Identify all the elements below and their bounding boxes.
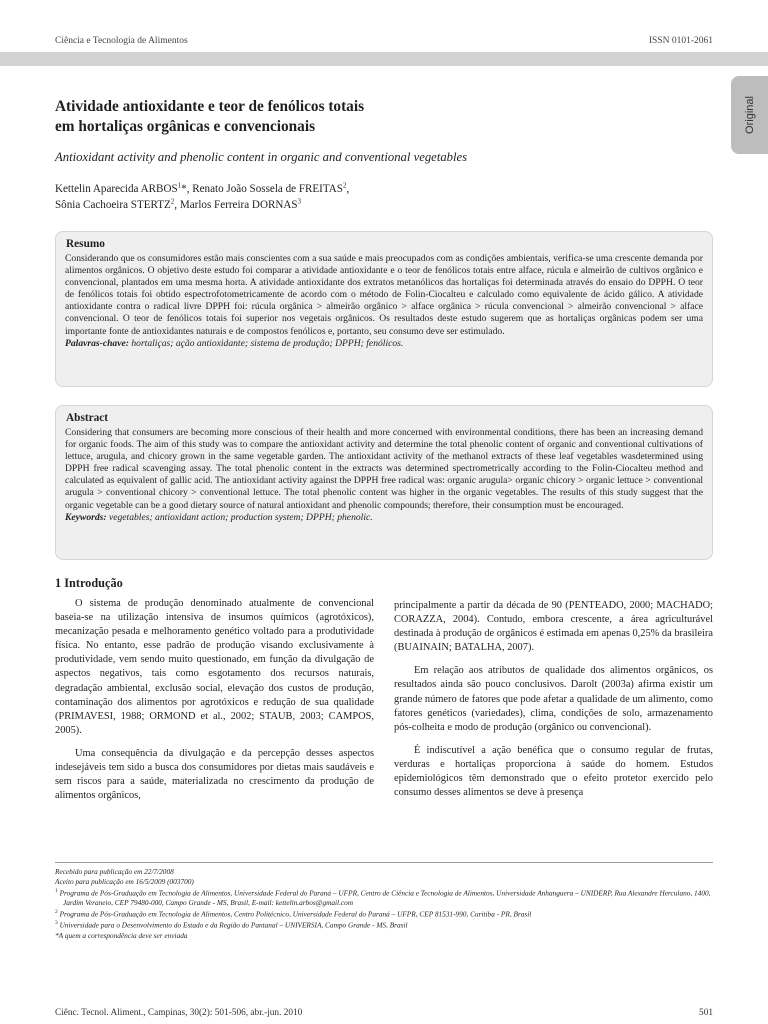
resumo-box [55,231,713,387]
paragraph: principalmente a partir da década de 90 (PENTEADO, 2000; MACHADO; CORAZZA, 2004). Contudo, embora crescente, a área agriculturável destinada à produção de orgânicos é estimada em apenas 0,25% da brasileira (BUAINAIN; BATALHA, 2007). [394,600,713,654]
abstract-box [55,405,713,560]
corresponding-author-note: *A quem a correspondência deve ser enviada [55,930,188,940]
resumo-text: Considerando que os consumidores estão mais conscientes com a sua saúde e mais preocupados com as condições ambientais, verifica-se uma crescente demanda por alimentos orgânicos. O objetivo deste estudo foi comparar a atividade antioxidante e o teor de fenólicos totais entre alface, rúcula e almeirão de cultivos orgânico e convencional, plantados em uma mesma horta. A atividade antioxidante dos extratos metanólicos das hortaliças foi determinada através do ensaio do DPPH. O teor de fenólicos totais foi obtido espectrofotometricamente de acordo com o método de Folin-Ciocalteu e calculado como equivalente de ácido gálico. A atividade antioxidante contra o radical livre DPPH foi: rúcula orgânica > almeirão orgânico > alface orgânica > rúcula convencional > almeirão convencional > alface convencional. O teor de fenólicos totais foi superior nos vegetais orgânicos. Os resultados deste estudo sugerem que as hortaliças orgânicas podem ser uma importante fonte de antioxidantes naturais e de compostos fenólicos e, portanto, seu consumo deve ser estimulado. [65,253,703,337]
body-column-right [394,599,713,809]
article-title [55,97,475,137]
keywords-label: Keywords: [65,511,107,523]
author-3-affil: 2 [170,197,175,206]
abstract-text-block [65,427,703,524]
abstract-keywords [65,512,373,523]
paragraph: O sistema de produção denominado atualmente de convencional baseia-se na utilização intensiva de insumos químicos (agrotóxicos), mecanização pesada e melhoramento genético voltado para a produtividade física. No entanto, esse padrão de produção visando exclusivamente à produtividade, vem sendo muito questionado, em função da divulgação de aspectos negativos, tais como esgotamento dos recursos naturais, degradação ambiental, exclusão social, elevação dos custos de produção, contaminação dos alimentos por agrotóxicos e redução de sua qualidade (PRIMAVESI, 1988; ORMOND et al., 2002; STAUB, 2003; CAMPOS, 2005). [55,598,374,736]
resumo-heading: Resumo [66,238,105,250]
author-1-mark: *, [181,183,193,195]
title-line-2: em hortaliças orgânicas e convencionais [55,118,316,135]
paragraph: É indiscutível a ação benéfica que o consumo regular de frutas, verduras e hortaliças proporciona à saúde do homem. Estudos epidemiológicos têm demonstrado que o efeito protetor exercido pelo consumo desses alimentos se deve à presença [394,744,713,799]
abstract-heading: Abstract [66,412,109,424]
article-type-label: Original [743,96,756,134]
footnote-3 [55,919,715,930]
page-number: 501 [699,1008,713,1018]
abstract-text: Considering that consumers are becoming more conscious of their health and more concerned with environmental conditions, there has been an increasing demand for organic foods. The aim of this study was to compare the antioxidant activity and determine the total phenolic content of organic and conventional cultivations of lettuce, arugula, and chicory grown in the same vegetable garden. The antioxidant activity of the methanol extracts of these leaf vegetables wasdetermined using DPPH free radical scavenging assay. The total phenolic content in the extracts was determined spectrometrically according to the Folin-Ciocalteu method and calculated as equivalent of gallic acid. The antioxidant activity against the DPPH free radical was: organic arugula> organic chicory > organic lettuce > conventional arugula > conventional chicory > conventional lettuce. The total phenolic content was higher in the organic vegetables. The results of this study suggest that the organic vegetable can be a good dietary source of natural antioxidant and phenolic compounds; therefore, their consumption must be encouraged. [65,427,703,511]
footnotes [55,867,715,941]
accepted-date: Aceito para publicação em 16/5/2009 (003700) [55,876,194,886]
author-2: Renato João Sossela de FREITAS [192,183,343,195]
footnote-2 [55,908,715,919]
author-1-affil: 1 [177,181,182,190]
paragraph: Em relação aos atributos de qualidade dos alimentos orgânicos, os resultados ainda são pouco conclusivos. Darolt (2003a) afirma existir um grande número de fatores que pode afetar a qualidade de um alimento, como fatores genéticos (variedades), clima, condições de solo, armazenamento pós-colheita e modo de produção (orgânico ou convencional). [394,665,713,733]
journal-name: Ciência e Tecnologia de Alimentos [55,36,188,46]
authors-line-2 [55,197,695,213]
keywords-text: hortaliças; ação antioxidante; sistema de produção; DPPH; fenólicos. [128,337,404,349]
author-4-affil: 3 [297,197,302,206]
paragraph: Uma consequência da divulgação e da percepção desses aspectos indesejáveis tem sido a busca dos consumidores por dietas mais saudáveis e sem riscos para a saúde, materializada no crescimento da produção de alimentos orgânicos, [55,747,374,802]
issn: ISSN 0101-2061 [648,36,713,46]
body-column-left [55,597,374,812]
footnote-1 [55,887,715,908]
footnote-1-text: Programa de Pós-Graduação em Tecnologia de Alimentos, Universidade Federal do Paraná – UFPR, Centro de Ciência e Tecnologia de Alimentos, Universidade Anhanguera – UNIDERP, Rua Alexandre Herculano, 1400, Jardim Veraneio, CEP 79480-000, Campo Grande - MS, Brasil, E-mail: kettelin.arbos@gmail.com [59,888,711,908]
title-line-1: Atividade antioxidante e teor de fenólicos totais [55,98,365,115]
author-list [55,181,695,213]
running-header [55,36,713,50]
footnote-3-num: 3 [55,920,58,927]
keywords-text: vegetables; antioxidant action; production system; DPPH; phenolic. [106,511,373,523]
authors-line-1 [55,181,695,197]
resumo-keywords [65,338,403,349]
author-2-affil: 2 [342,181,347,190]
header-bar [0,52,768,66]
footnote-1-num: 1 [55,887,58,894]
footnote-3-text: Universidade para o Desenvolvimento do Estado e da Região do Pantanal – UNIVERSIA, Campo Grande - MS, Brasil [59,920,408,930]
author-1: Kettelin Aparecida ARBOS [55,183,178,195]
footnote-divider [55,862,713,863]
footnote-2-num: 2 [55,909,58,916]
author-sep: , [174,199,180,211]
resumo-text-block [65,253,703,350]
section-heading: 1 Introdução [55,576,123,590]
citation: Ciênc. Tecnol. Aliment., Campinas, 30(2): 501-506, abr.-jun. 2010 [55,1008,303,1018]
author-3: Sônia Cachoeira STERTZ [55,199,171,211]
author-4: Marlos Ferreira DORNAS [179,199,298,211]
english-title: Antioxidant activity and phenolic content in organic and conventional vegetables [55,150,468,164]
article-type-tab [731,76,768,154]
received-date: Recebido para publicação em 22/7/2008 [55,867,174,876]
footnote-2-text: Programa de Pós-Graduação em Tecnologia de Alimentos, Centro Politécnico, Universidade Federal do Paraná – UFPR, CEP 81531-990, Curitiba - PR, Brasil [59,909,532,919]
keywords-label: Palavras-chave: [65,337,129,349]
author-sep: , [346,183,350,195]
